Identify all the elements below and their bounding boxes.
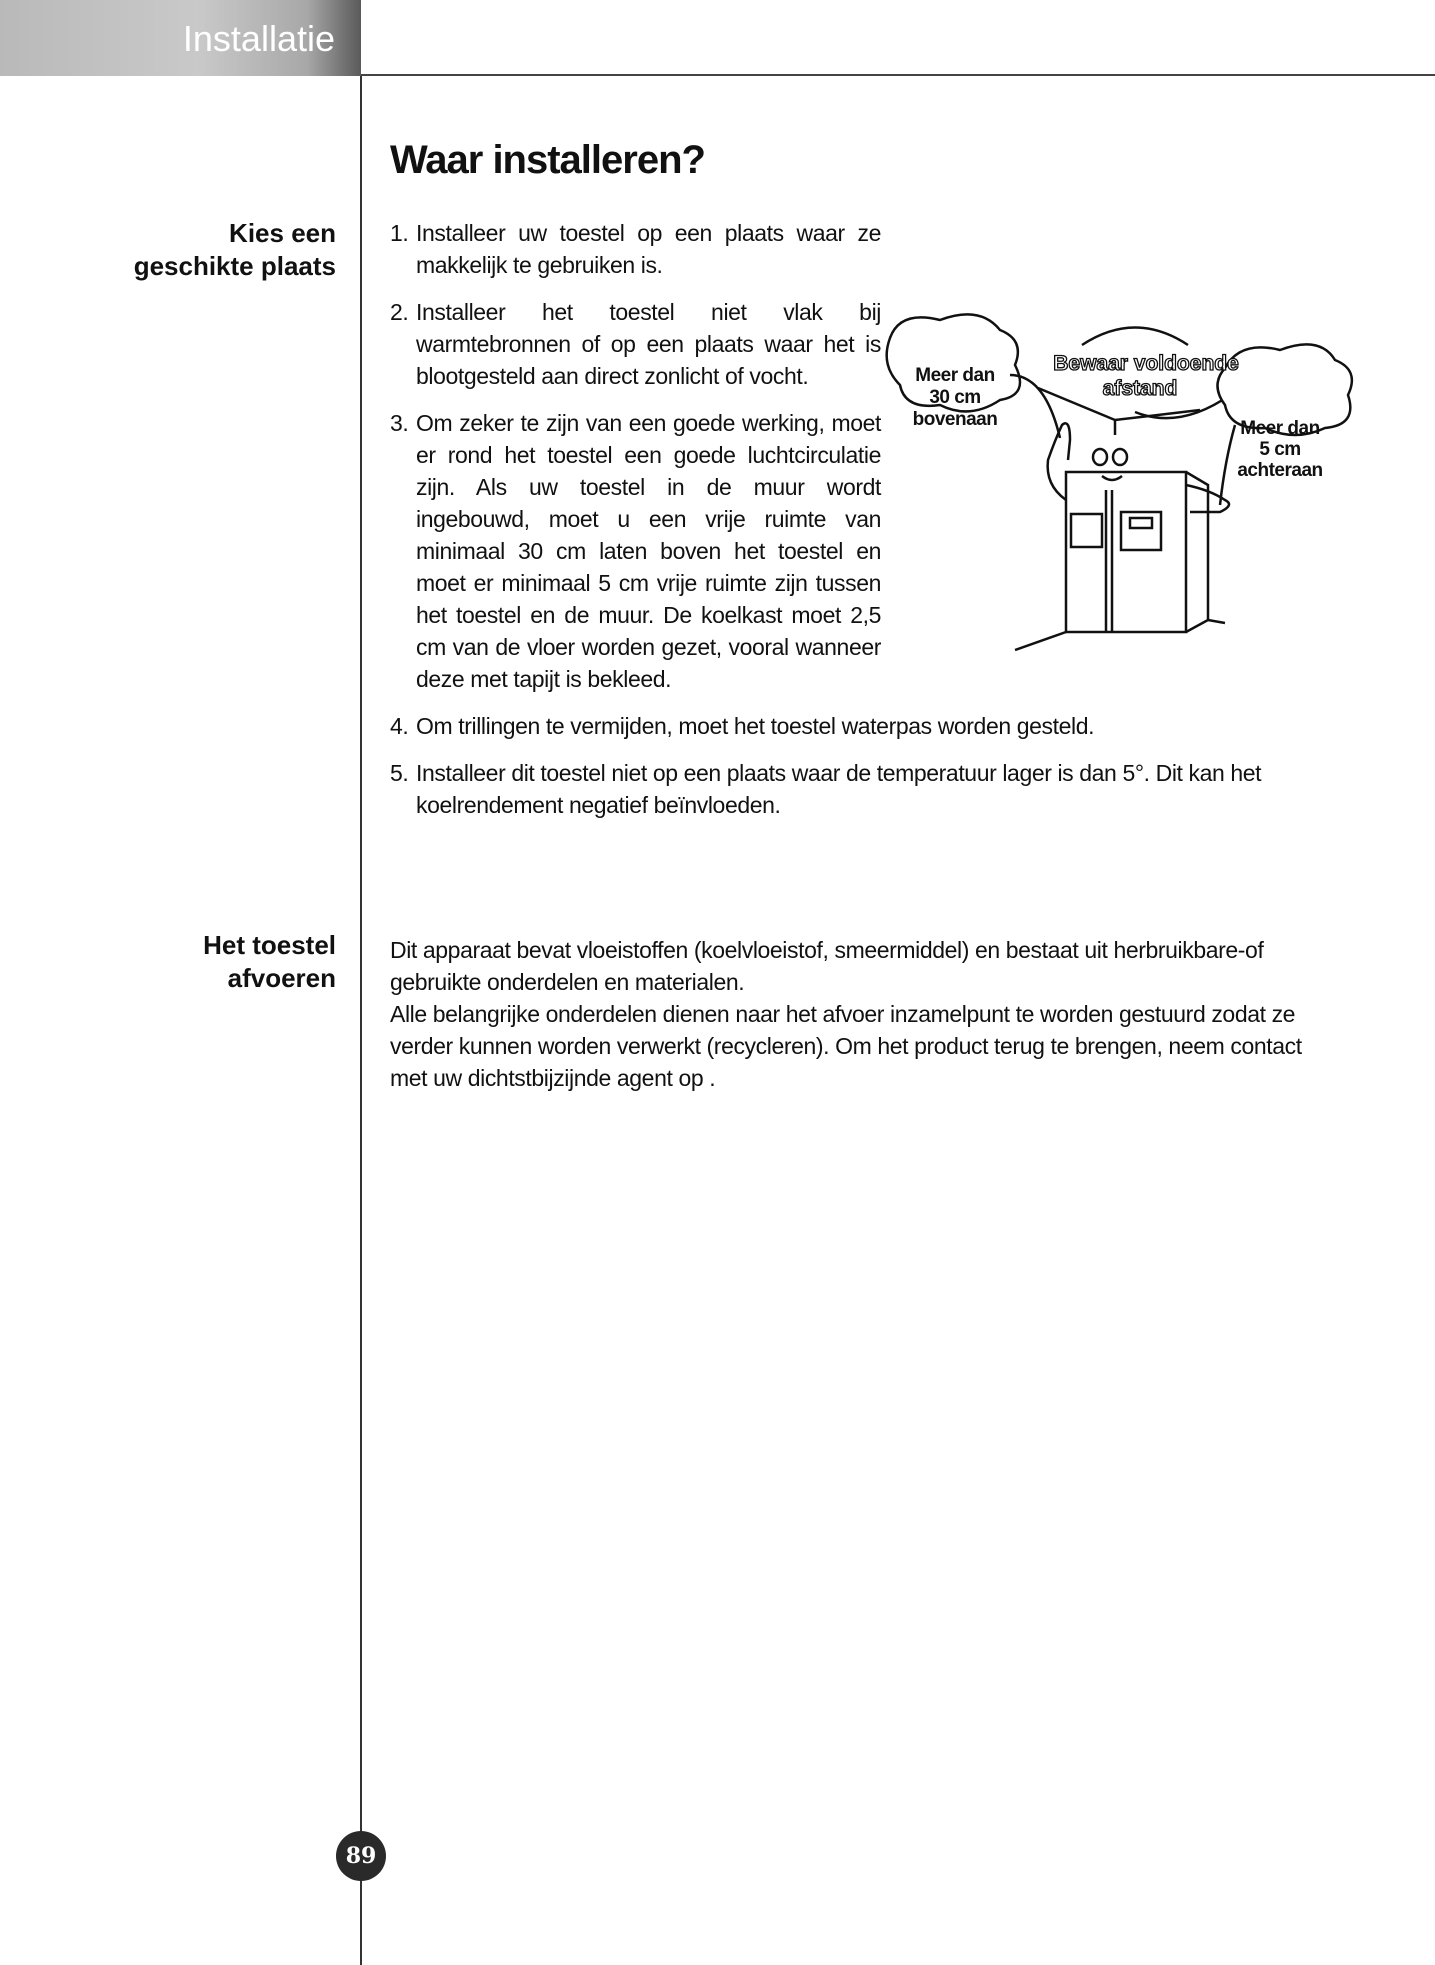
page-title: Waar installeren? [390, 138, 705, 182]
side-heading-line: Kies een [229, 218, 336, 248]
item-number: 1. [390, 220, 409, 246]
side-heading-location [134, 217, 336, 283]
bubble-back-text: 5 cm [1259, 439, 1301, 460]
bubble-top-text: bovenaan [912, 409, 998, 430]
list-item [390, 710, 1341, 742]
page-number: 89 [336, 1831, 386, 1881]
item-number: 5. [390, 760, 409, 786]
item-text: Installeer dit toestel niet op een plaats waar de temperatuur lager is dan 5°. Dit kan het koelrendement negatief beïnvloeden. [416, 760, 1262, 818]
item-number: 4. [390, 713, 409, 739]
side-heading-line: afvoeren [227, 963, 336, 993]
section-header [0, 0, 361, 76]
item-number: 2. [390, 299, 409, 325]
list-item [390, 296, 881, 392]
bubble-top-text: 30 cm [929, 387, 981, 408]
illustration-caption: Bewaar voldoende [1053, 352, 1239, 375]
list-item [390, 407, 881, 695]
list-item [390, 217, 881, 281]
column-divider [360, 76, 362, 1965]
header-rule [361, 74, 1435, 76]
bubble-back-text: Meer dan [1240, 418, 1320, 439]
list-item [390, 757, 1341, 821]
side-heading-line: Het toestel [203, 930, 336, 960]
bubble-top-text: Meer dan [915, 365, 995, 386]
side-heading-line: geschikte plaats [133, 251, 336, 281]
bubble-back-text: achteraan [1237, 460, 1323, 481]
illustration-caption: afstand [1102, 377, 1178, 400]
instruction-list [390, 217, 1341, 836]
disposal-text [390, 934, 1315, 1094]
section-title: Installatie [182, 18, 335, 59]
disposal-paragraph: Alle belangrijke onderdelen dienen naar het afvoer inzamelpunt te worden gestuurd zodat ze verder kunnen worden verwerkt (recycleren). Om het product terug te brengen, neem contact met uw dichtstbijzijnde agent op . [390, 1001, 1302, 1091]
item-text: Om zeker te zijn van een goede werking, moet er rond het toestel een goede luchtcirculatie zijn. Als uw toestel in de muur wordt ingebouwd, moet u een vrije ruimte van minimaal 30 cm laten boven het toestel en moet er minimaal 5 cm vrije ruimte zijn tussen het toestel en de muur. De koelkast moet 2,5 cm van de vloer worden gezet, vooral wanneer deze met tapijt is bekleed. [416, 410, 881, 692]
item-text: Installeer het toestel niet vlak bij warmtebronnen of op een plaats waar het is blootgesteld aan direct zonlicht of vocht. [416, 299, 881, 389]
side-heading-disposal [203, 929, 336, 995]
item-text: Om trillingen te vermijden, moet het toestel waterpas worden gesteld. [416, 713, 1095, 739]
item-text: Installeer uw toestel op een plaats waar ze makkelijk te gebruiken is. [416, 220, 881, 278]
item-number: 3. [390, 410, 409, 436]
disposal-paragraph: Dit apparaat bevat vloeistoffen (koelvloeistof, smeermiddel) en bestaat uit herbruikbare-of gebruikte onderdelen en materialen. [390, 937, 1264, 995]
